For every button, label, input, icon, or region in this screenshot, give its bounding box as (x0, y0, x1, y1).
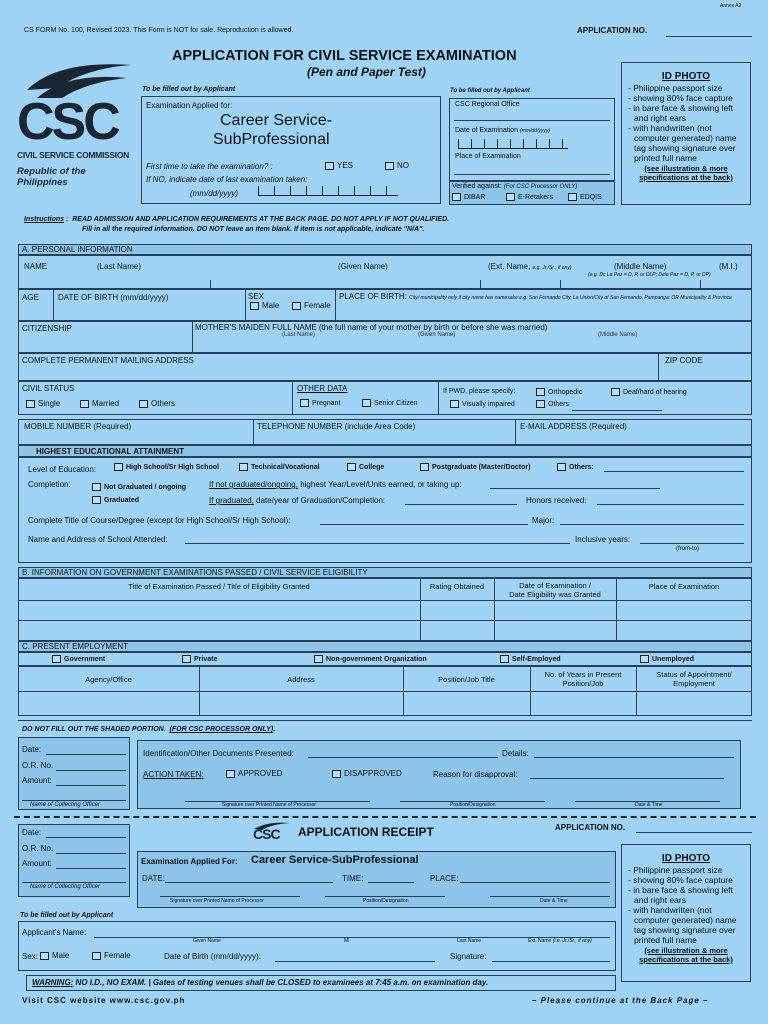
sig-processor-label: Signature over Printed Name of Processor (222, 802, 316, 808)
dibar-checkbox[interactable]: DIBAR (452, 193, 485, 201)
years-header: No. of Years in Present Position/Job (544, 670, 622, 688)
receipt-amount-label: Amount: (22, 859, 52, 868)
sex-label: SEX (248, 292, 265, 301)
csc-fill-note: To be filled out by Applicant (450, 88, 530, 94)
amount-label: Amount: (22, 776, 52, 785)
honors-label: Honors received: (526, 496, 587, 505)
mother-last-label: (Last Name) (282, 332, 316, 338)
r-ext-label: Ext. Name (i.e. Jr./Sr., if any) (528, 938, 592, 944)
given-name-label: (Given Name) (338, 262, 388, 271)
not-graduated-checkbox[interactable]: Not Graduated / ongoing (92, 483, 186, 491)
major-label: Major: (532, 516, 555, 525)
senior-checkbox[interactable]: Senior Citizen (362, 399, 418, 407)
graduated-checkbox[interactable]: Graduated (92, 496, 139, 504)
eretakers-checkbox[interactable]: E-Retakers (506, 193, 553, 201)
approved-checkbox[interactable]: APPROVED (226, 769, 282, 778)
pos-desig-label: Position/Designation (450, 802, 496, 808)
if-no-note: If NO, indicate date of last examination taken: (146, 175, 308, 184)
unemployed-checkbox[interactable]: Unemployed (640, 655, 694, 663)
website-note: Visit CSC website www.csc.gov.ph (22, 996, 186, 1005)
age-label: AGE (22, 293, 39, 302)
form-subtitle: (Pen and Paper Test) (307, 65, 426, 79)
female-checkbox[interactable]: Female (292, 301, 331, 310)
receipt-title: APPLICATION RECEIPT (298, 825, 434, 839)
visual-checkbox[interactable]: Visually impaired (450, 400, 515, 408)
civil-status-label: CIVIL STATUS (22, 384, 75, 393)
receipt-exam-date-label: DATE: (142, 874, 165, 883)
regional-office-label: CSC Regional Office (455, 101, 520, 108)
receipt-applicant-box (18, 921, 616, 971)
r-signature-label: Signature: (450, 952, 487, 961)
completion-label: Completion: (28, 480, 71, 489)
section-a-header: A. PERSONAL INFORMATION (18, 244, 752, 255)
date-time-label: Date & Time (635, 802, 663, 808)
course-label: Complete Title of Course/Degree (except for High School/Sr High School): (28, 516, 291, 525)
name-label: NAME (24, 262, 48, 271)
from-to-note: (from-to) (676, 546, 699, 552)
school-label: Name and Address of School Attended: (28, 535, 168, 544)
email-label: E-MAIL ADDRESS (Required) (520, 422, 627, 431)
r-mi-label: MI (344, 938, 350, 944)
r-female-checkbox[interactable]: Female (92, 951, 131, 960)
pwd-others-checkbox[interactable]: Others (536, 400, 569, 408)
receipt-sig-label: Signature over Printed Name of Processor (170, 898, 264, 904)
pregnant-checkbox[interactable]: Pregnant (300, 399, 340, 407)
shaded-note: DO NOT FILL OUT THE SHADED PORTION. (FOR CSC PROCESSOR ONLY). (22, 726, 276, 733)
other-data-label: OTHER DATA (297, 384, 348, 393)
date-of-exam-label: Date of Examination (mm/dd/yyyy) (455, 127, 550, 134)
orthopedic-checkbox[interactable]: Orthopedic (536, 388, 582, 396)
education-box (18, 457, 752, 563)
receipt-csc-logo: CSC (250, 820, 292, 848)
middle-name-label: (Middle Name) (614, 262, 667, 271)
receipt-fill-note: To be filled out by Applicant (20, 912, 114, 919)
agency-header: Agency/Office (85, 675, 132, 684)
receipt-date-label: Date: (22, 828, 42, 837)
zip-label: ZIP CODE (665, 356, 703, 365)
form-number: CS FORM No. 100, Revised 2023. This Form is NOT for sale. Reproduction is allowed. (24, 27, 294, 34)
exam-applied-label: Examination Applied for: (146, 101, 233, 110)
section-b-header: B. INFORMATION ON GOVERNMENT EXAMINATIONS PASSED / CIVIL SERVICE ELIGIBILITY (18, 567, 752, 578)
mother-middle-label: (Middle Name) (598, 332, 638, 338)
applicant-fill-note: To be filled out by Applicant (142, 86, 236, 93)
receipt-time-label: TIME: (342, 874, 364, 883)
or-no-label: O.R. No. (22, 761, 54, 770)
regional-office-line[interactable] (454, 120, 610, 121)
college-checkbox[interactable]: College (347, 463, 384, 471)
place-of-exam-line[interactable] (454, 174, 610, 175)
exam-name-line1: Career Service- (220, 112, 333, 129)
reason-label: Reason for disapproval: (433, 770, 518, 779)
no-checkbox[interactable] (385, 161, 409, 170)
married-checkbox[interactable]: Married (80, 399, 119, 408)
logo-country: Republic of the Philippines (17, 166, 86, 188)
receipt-exam-name: Career Service-SubProfessional (251, 854, 419, 866)
id-docs-label: Identification/Other Documents Presented: (143, 749, 294, 758)
logo-mark: CSC (17, 93, 118, 151)
b-title-header: Title of Examination Passed / Title of Eligibility Granted (128, 582, 310, 591)
no-label: NO (397, 161, 409, 170)
action-taken-label: ACTION TAKEN: (143, 770, 204, 779)
last-exam-date-boxes[interactable] (258, 186, 398, 196)
id-photo-box: ID PHOTO - Philippine passport size - showing 80% face capture - in bare face & showing left and right ears - with handwritten (not computer generated) name tag showing signature over printed full name (see illustration & more specifications at the back) (621, 62, 751, 205)
receipt-app-no-label: APPLICATION NO. (555, 823, 626, 832)
edqis-checkbox[interactable]: EDQIS (568, 193, 602, 201)
yes-checkbox[interactable] (325, 161, 353, 170)
r-dob-label: Date of Birth (mm/dd/yyyy): (164, 952, 261, 961)
c-address-header: Address (287, 675, 315, 684)
id-photo-title: ID PHOTO (661, 71, 711, 82)
mi-example: (e.g. Dc La Paz = D, P, or DLP; Dela Paz = D, P, or DP) (588, 272, 711, 278)
deaf-checkbox[interactable]: Deaf/hard of hearing (611, 388, 687, 396)
date-of-exam-boxes[interactable] (458, 139, 568, 149)
pg-checkbox[interactable]: Postgraduate (Master/Doctor) (420, 463, 530, 471)
male-checkbox[interactable]: Male (250, 301, 279, 310)
others-checkbox[interactable]: Others (139, 399, 175, 408)
receipt-or-label: O.R. No. (22, 844, 54, 853)
status-header: Status of Appointment/ Employment (656, 670, 732, 688)
mi-label: (M.I.) (719, 262, 738, 271)
voc-checkbox[interactable]: Technical/Vocational (239, 463, 320, 471)
applicant-name-label: Applicant's Name: (22, 928, 87, 937)
self-employed-checkbox[interactable]: Self-Employed (500, 655, 561, 663)
address-label: COMPLETE PERMANENT MAILING ADDRESS (22, 356, 194, 365)
receipt-collecting-label: Name of Collecting Officer (30, 884, 101, 890)
yes-label: YES (337, 161, 354, 170)
receipt-dt-label: Date & Time (540, 898, 568, 904)
r-sex-label: Sex: (22, 952, 39, 961)
position-header: Position/Job Title (438, 675, 495, 684)
b-rating-header: Rating Obtained (429, 582, 485, 591)
ngo-checkbox[interactable]: Non-government Organization (314, 655, 427, 663)
application-number-label: APPLICATION NO. (577, 26, 648, 35)
b-place-header: Place of Examination (648, 582, 720, 591)
first-time-question: First time to take the examination? : (146, 162, 273, 171)
pwd-label: If PWD, please specify: (443, 388, 516, 395)
single-checkbox[interactable]: Single (26, 399, 60, 408)
level-others-checkbox[interactable]: Others: (557, 463, 594, 471)
last-name-label: (Last Name) (97, 262, 142, 271)
place-of-exam-label: Place of Examination (455, 153, 521, 160)
receipt-place-label: PLACE: (430, 874, 459, 883)
cut-line (14, 816, 756, 818)
continue-note: – Please continue at the Back Page – (532, 996, 709, 1005)
form-title: APPLICATION FOR CIVIL SERVICE EXAMINATION (172, 48, 517, 64)
last-exam-date-format: (mm/dd/yyyy) (190, 189, 238, 198)
hea-title: HIGHEST EDUCATIONAL ATTAINMENT (36, 447, 184, 456)
dob-label: DATE OF BIRTH (mm/dd/yyyy) (58, 293, 169, 302)
receipt-id-photo-title: ID PHOTO (661, 853, 711, 864)
telephone-label: TELEPHONE NUMBER (include Area Code) (257, 422, 416, 431)
details-label: Details: (502, 749, 529, 758)
warning-text: WARNING: NO I.D., NO EXAM. | Gates of testing venues shall be CLOSED to examinees at 7:45 a.m. on examination day. (32, 978, 489, 987)
mobile-label: MOBILE NUMBER (Required) (24, 422, 132, 431)
inclusive-years-label: Inclusive years: (575, 535, 631, 544)
r-given-label: Given Name (193, 938, 221, 944)
instructions-line2: Fill in all the required information. DO NOT leave an item blank. If item is not applicable, indicate "N/A". (82, 226, 425, 233)
payment-date-label: Date: (22, 745, 42, 754)
pob-label: PLACE OF BIRTH: City/ municipality only if city name has namesake e.g. San Fernando City, La Union/City of San Fernando, Pampanga; OR Municipality & Province (339, 292, 732, 301)
b-date-header: Date of Examination / Date Eligibility was Granted (509, 581, 601, 599)
if-not-graduated: If not graduated/ongoing, highest Year/Level/Units earned, or taking up: (209, 480, 462, 489)
instructions: Instructions : READ ADMISSION AND APPLICATION REQUIREMENTS AT THE BACK PAGE. DO NOT APPLY IF NOT QUALIFIED. (24, 216, 450, 223)
receipt-id-photo-box: ID PHOTO - Philippine passport size - showing 80% face capture - in bare face & showing left and right ears - with handwritten (not computer generated) name tag showing signature over printed full name (see illustration & more specifications at the back) (621, 844, 751, 982)
exam-name-line2: SubProfessional (213, 131, 330, 148)
receipt-pos-label: Position/Designation (363, 898, 409, 904)
mother-maiden-name-label: MOTHER'S MAIDEN FULL NAME (the full name of your mother by birth or before she was married) (195, 323, 548, 332)
level-label: Level of Education: (28, 465, 97, 474)
ext-name-label: (Ext. Name, e.g. Jr./Sr., if any) (488, 262, 572, 271)
section-c-header: C. PRESENT EMPLOYMENT (18, 641, 752, 652)
annex-label: Annex A2 (720, 3, 742, 9)
r-male-checkbox[interactable]: Male (40, 951, 69, 960)
csc-logo (17, 60, 137, 188)
application-number-line[interactable] (666, 36, 752, 37)
citizenship-label: CITIZENSHIP (22, 324, 72, 333)
disapproved-checkbox[interactable]: DISAPPROVED (332, 769, 402, 778)
verified-label: Verified against: (For CSC Processor ONLY) (452, 183, 578, 190)
receipt-exam-label: Examination Applied For: (141, 857, 238, 866)
if-graduated: If graduated, date/year of Graduation/Completion: (209, 496, 386, 505)
mother-given-label: (Given Name) (418, 332, 456, 338)
r-last-label: Last Name (457, 938, 482, 944)
private-checkbox[interactable]: Private (182, 655, 217, 663)
logo-org: CIVIL SERVICE COMMISSION (17, 150, 129, 160)
gov-checkbox[interactable]: Government (52, 655, 105, 663)
hs-checkbox[interactable]: High School/Sr High School (114, 463, 219, 471)
collecting-officer-label: Name of Collecting Officer (30, 802, 101, 808)
